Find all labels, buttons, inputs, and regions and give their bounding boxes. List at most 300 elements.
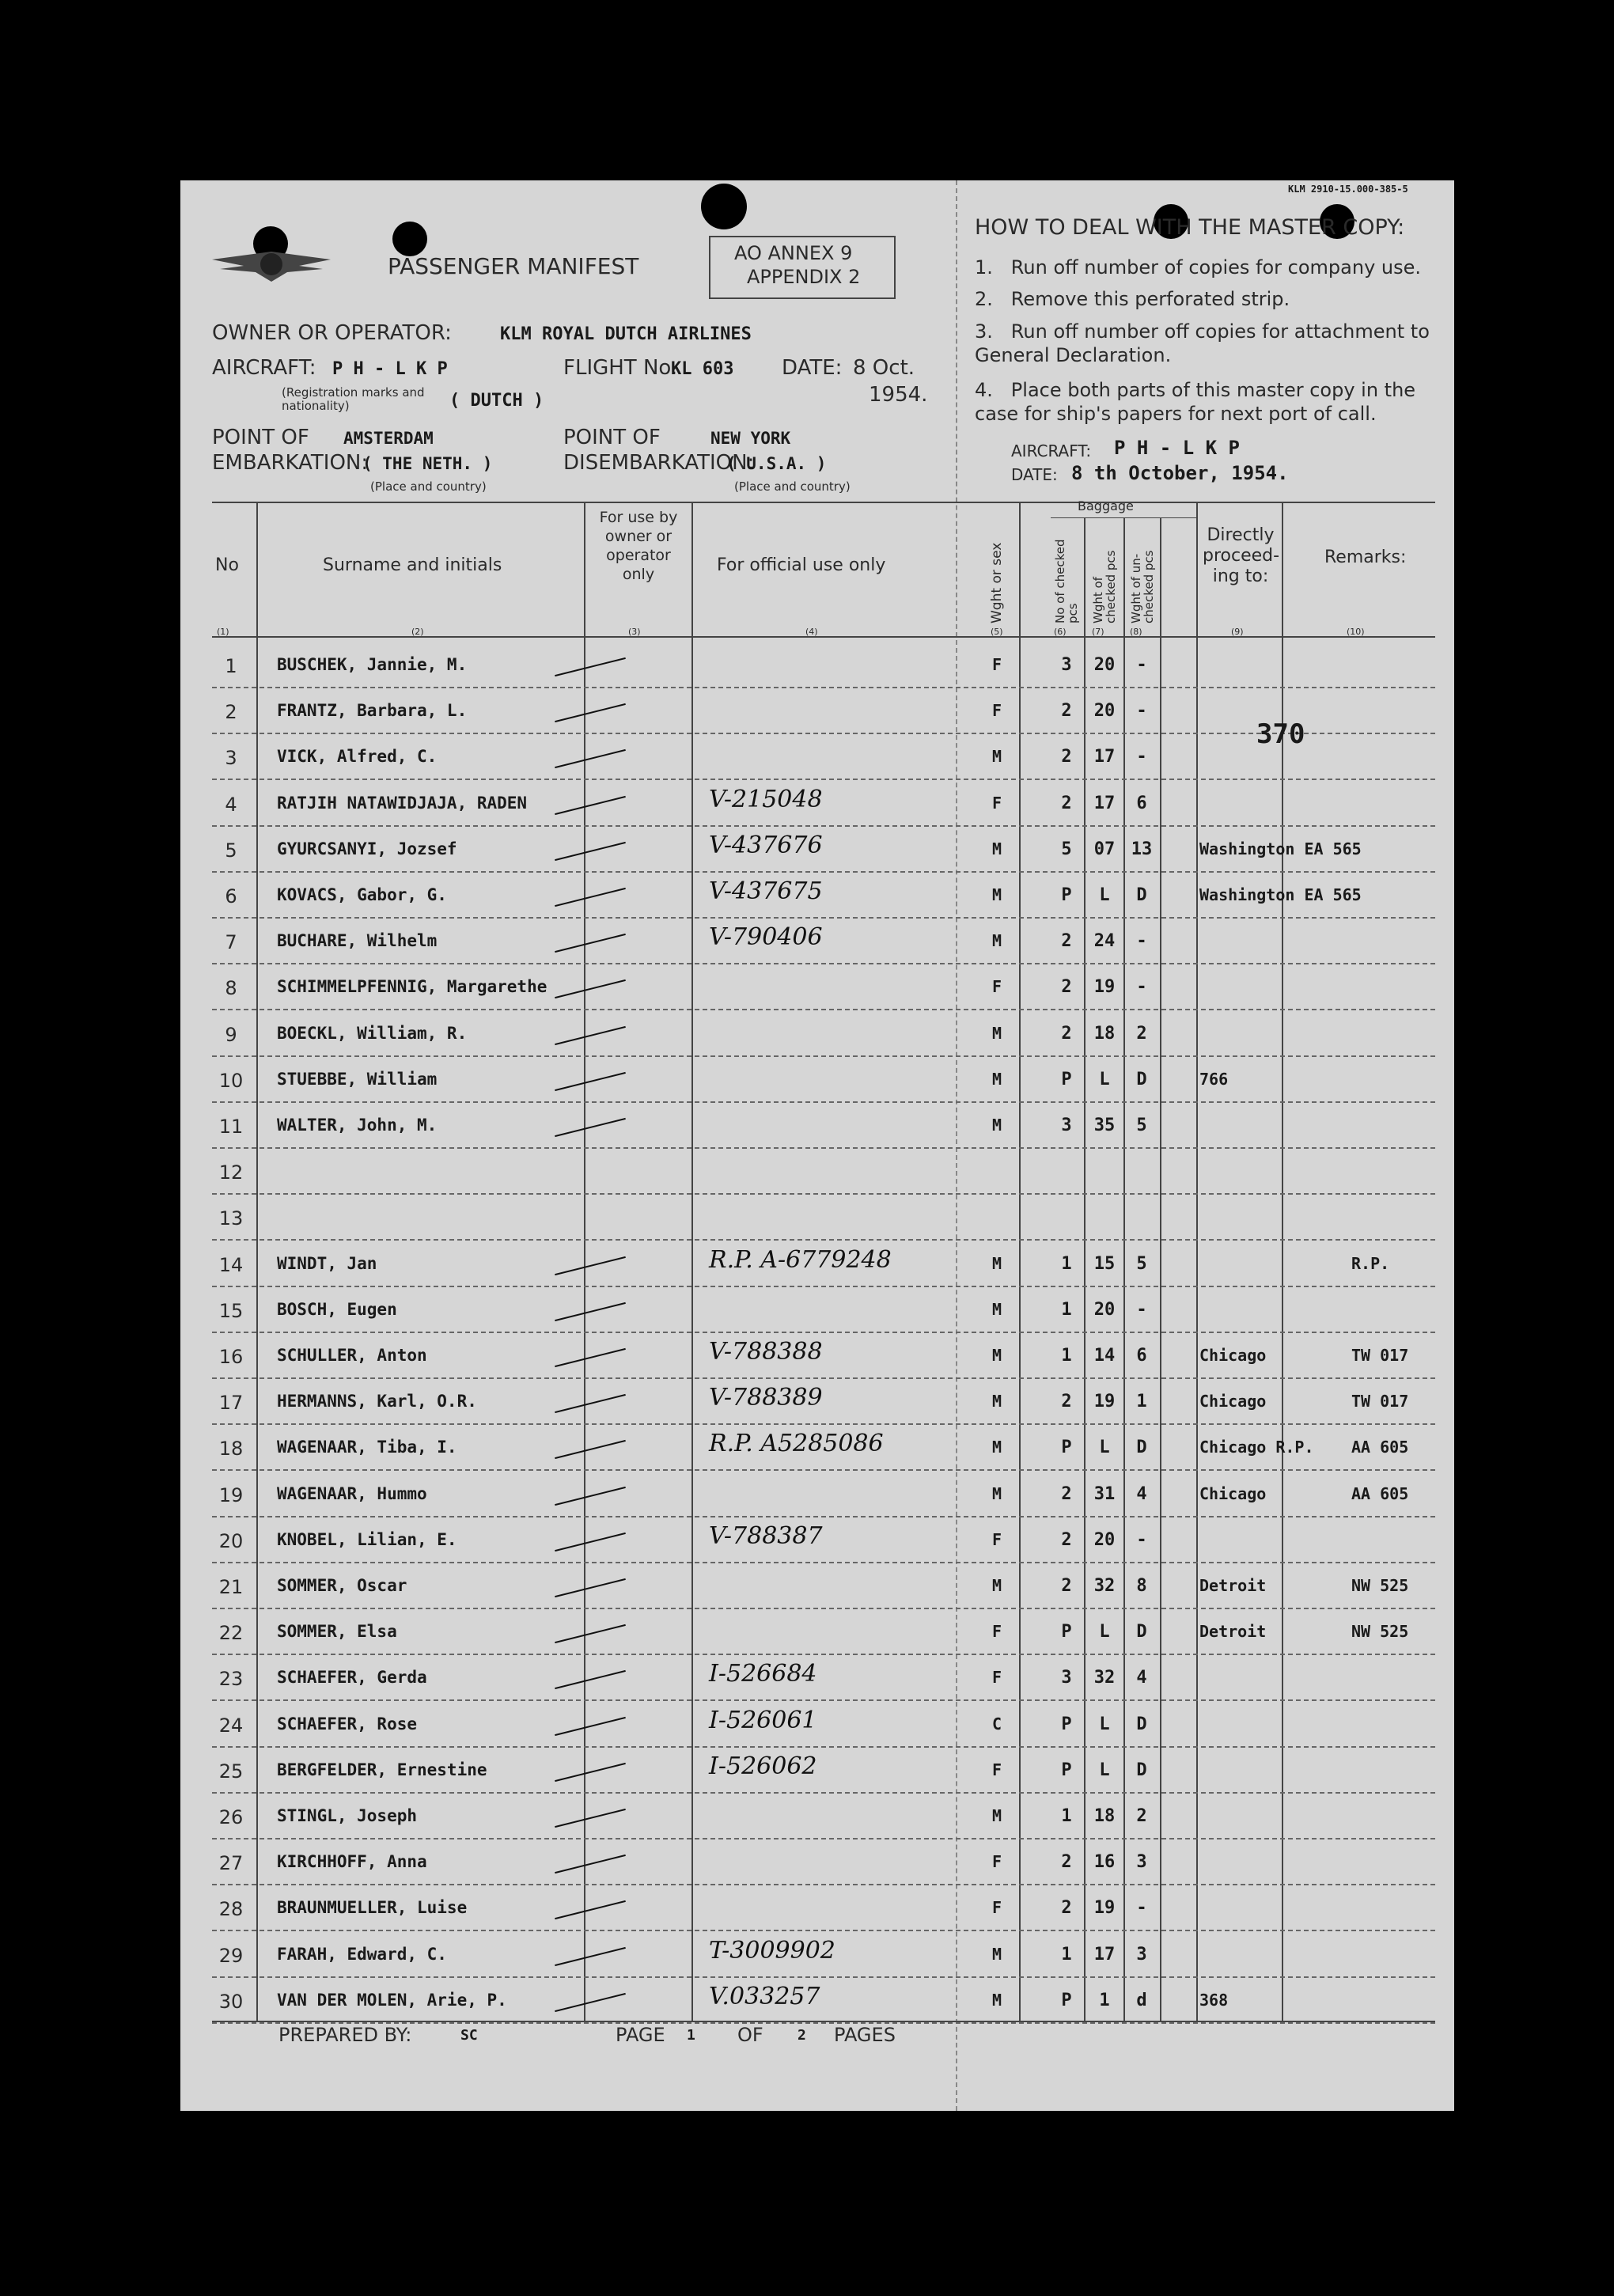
unchecked-weight: 13: [1131, 839, 1153, 859]
check-mark: [555, 1302, 626, 1321]
punch-hole: [701, 184, 747, 229]
checked-weight: L: [1099, 1760, 1110, 1780]
table-row: [180, 646, 1446, 690]
table-row: [180, 1245, 1446, 1289]
row-separator: [212, 1332, 1435, 1335]
row-number: 16: [218, 1346, 244, 1368]
table-row: [180, 1152, 1446, 1196]
row-separator: [212, 1239, 1435, 1242]
checked-pcs: 2: [1061, 1024, 1072, 1044]
sex-value: M: [991, 1392, 1002, 1411]
prepared-by-value: SC: [460, 2027, 478, 2044]
strip-aircraft-value: P H - L K P: [1114, 437, 1240, 459]
row-number: 26: [218, 1806, 244, 1828]
column-header-weight-checked: Wght of checked pcs: [1091, 550, 1118, 623]
check-mark: [555, 749, 626, 768]
unchecked-weight: 5: [1136, 1254, 1147, 1274]
page-title: PASSENGER MANIFEST: [388, 253, 639, 279]
destination: Washington EA 565: [1199, 885, 1362, 904]
check-mark: [555, 888, 626, 907]
passenger-name: STINGL, Joseph: [277, 1806, 418, 1825]
embarkation-sub-label: (Place and country): [370, 479, 487, 494]
checked-pcs: 2: [1061, 977, 1072, 997]
checked-pcs: 1: [1061, 1300, 1072, 1320]
unchecked-weight: D: [1136, 885, 1147, 905]
check-mark: [555, 1487, 626, 1506]
unchecked-weight: 2: [1136, 1806, 1147, 1826]
column-header-baggage: Baggage: [1078, 498, 1134, 513]
handwritten-370: 370: [1256, 718, 1305, 750]
sex-value: F: [991, 701, 1002, 720]
checked-pcs: P: [1061, 1760, 1072, 1780]
passenger-name: SCHULLER, Anton: [277, 1346, 427, 1365]
passenger-name: BERGFELDER, Ernestine: [277, 1760, 487, 1779]
checked-weight: 20: [1093, 1530, 1116, 1550]
checked-weight: 32: [1093, 1668, 1116, 1688]
unchecked-weight: D: [1136, 1714, 1147, 1734]
owner-label: OWNER OR OPERATOR:: [212, 321, 452, 345]
check-mark: [555, 1026, 626, 1045]
checked-weight: L: [1099, 1070, 1110, 1089]
remarks: NW 525: [1351, 1576, 1409, 1595]
check-mark: [555, 1763, 626, 1782]
page-value: 1: [687, 2027, 695, 2044]
sex-value: M: [991, 839, 1002, 858]
checked-weight: 17: [1093, 747, 1116, 767]
passenger-name: WAGENAAR, Hummo: [277, 1484, 427, 1503]
check-mark: [555, 934, 626, 953]
sex-value: M: [991, 1254, 1002, 1273]
destination: 368: [1199, 1991, 1229, 2010]
checked-weight: 15: [1093, 1254, 1116, 1274]
row-number: 19: [218, 1484, 244, 1506]
date-label: DATE:: [782, 356, 843, 380]
official-use-entry: V-788389: [709, 1384, 823, 1411]
baggage-rule: [1051, 517, 1196, 518]
row-number: 30: [218, 1991, 244, 2013]
row-separator: [212, 1147, 1435, 1150]
row-number: 24: [218, 1714, 244, 1737]
aircraft-nationality: ( DUTCH ): [449, 391, 544, 411]
checked-pcs: 2: [1061, 931, 1072, 951]
column-header-directly: Directly proceed-ing to:: [1203, 525, 1280, 586]
of-label: OF: [737, 2024, 763, 2046]
checked-pcs: 1: [1061, 1806, 1072, 1826]
row-number: 3: [225, 747, 237, 769]
disembarkation-label-2: DISEMBARKATION:: [563, 451, 755, 475]
passenger-name: SCHAEFER, Rose: [277, 1714, 418, 1733]
row-number: 7: [225, 931, 237, 953]
checked-pcs: 3: [1061, 1668, 1072, 1688]
instructions-title: HOW TO DEAL WITH THE MASTER COPY:: [975, 215, 1405, 240]
passenger-name: BUCHARE, Wilhelm: [277, 931, 438, 950]
check-mark: [555, 1670, 626, 1689]
column-header-no: No: [215, 555, 239, 575]
checked-weight: 17: [1093, 1945, 1116, 1964]
check-mark: [555, 1717, 626, 1736]
official-use-entry: V-437676: [709, 832, 823, 859]
check-mark: [555, 979, 626, 998]
checked-weight: 1: [1099, 1991, 1110, 2010]
sex-value: M: [991, 747, 1002, 766]
sex-value: M: [991, 1991, 1002, 2010]
icao-appendix-label: APPENDIX 2: [747, 266, 861, 288]
sex-value: M: [991, 1300, 1002, 1319]
column-header-official: For official use only: [717, 555, 886, 575]
unchecked-weight: -: [1136, 1898, 1147, 1918]
instruction-4-text: Place both parts of this master copy in the case for ship's papers for next port of call.: [975, 379, 1416, 425]
row-separator: [212, 1009, 1435, 1012]
table-row: [180, 784, 1446, 828]
row-separator: [212, 1930, 1435, 1933]
aircraft-sub-label: (Registration marks and nationality): [282, 385, 425, 413]
strip-date-label: DATE:: [1011, 465, 1058, 484]
sex-value: M: [991, 931, 1002, 950]
column-header-remarks: Remarks:: [1324, 547, 1407, 567]
instruction-1: 1. Run off number of copies for company use.: [975, 256, 1422, 278]
check-mark: [555, 1993, 626, 2012]
passenger-name: VAN DER MOLEN, Arie, P.: [277, 1991, 507, 2010]
unchecked-weight: -: [1136, 747, 1147, 767]
row-separator: [212, 1746, 1435, 1749]
unchecked-weight: 2: [1136, 1024, 1147, 1044]
row-number: 4: [225, 794, 237, 816]
checked-weight: 31: [1093, 1484, 1116, 1504]
row-number: 5: [225, 839, 237, 862]
checked-pcs: 2: [1061, 794, 1072, 813]
checked-weight: 14: [1093, 1346, 1116, 1366]
unchecked-weight: 1: [1136, 1392, 1147, 1411]
passenger-name: SCHIMMELPFENNIG, Margarethe: [277, 977, 547, 996]
sex-value: F: [991, 1898, 1002, 1917]
checked-weight: 19: [1093, 1392, 1116, 1411]
checked-weight: 35: [1093, 1116, 1116, 1135]
destination: 766: [1199, 1070, 1229, 1089]
passenger-name: GYURCSANYI, Jozsef: [277, 839, 457, 858]
passenger-name: KOVACS, Gabor, G.: [277, 885, 447, 904]
unchecked-weight: D: [1136, 1622, 1147, 1642]
column-index: (10): [1347, 627, 1365, 637]
row-number: 18: [218, 1438, 244, 1460]
row-separator: [212, 1516, 1435, 1519]
row-separator: [212, 963, 1435, 966]
check-mark: [555, 1624, 626, 1643]
unchecked-weight: -: [1136, 1300, 1147, 1320]
instruction-1-text: Run off number of copies for company use.: [1010, 256, 1422, 278]
destination: Detroit: [1199, 1622, 1267, 1641]
embarkation-label: POINT OF: [212, 426, 309, 449]
table-row: [180, 1521, 1446, 1565]
passenger-name: KNOBEL, Lilian, E.: [277, 1530, 457, 1549]
checked-weight: L: [1099, 885, 1110, 905]
checked-pcs: 2: [1061, 1898, 1072, 1918]
checked-pcs: 2: [1061, 701, 1072, 721]
column-index: (3): [628, 627, 641, 637]
row-separator: [212, 1838, 1435, 1841]
destination: Chicago: [1199, 1484, 1267, 1503]
unchecked-weight: -: [1136, 977, 1147, 997]
punch-hole: [392, 222, 427, 256]
passenger-name: FARAH, Edward, C.: [277, 1945, 447, 1964]
manifest-sheet: [180, 180, 1454, 2111]
checked-pcs: 2: [1061, 1852, 1072, 1872]
column-index: (2): [411, 627, 424, 637]
table-row: [180, 968, 1446, 1012]
sex-value: M: [991, 1945, 1002, 1964]
checked-weight: 18: [1093, 1024, 1116, 1044]
row-number: 15: [218, 1300, 244, 1322]
table-row: [180, 1382, 1446, 1426]
icao-annex-label: AO ANNEX 9: [734, 242, 853, 264]
remarks: TW 017: [1351, 1346, 1409, 1365]
unchecked-weight: D: [1136, 1760, 1147, 1780]
page-label: PAGE: [616, 2024, 665, 2046]
official-use-entry: T-3009902: [709, 1937, 835, 1964]
checked-weight: L: [1099, 1714, 1110, 1734]
checked-weight: 07: [1093, 839, 1116, 859]
row-separator: [212, 1792, 1435, 1795]
instruction-2-text: Remove this perforated strip.: [1010, 288, 1290, 310]
passenger-name: SOMMER, Elsa: [277, 1622, 397, 1641]
checked-pcs: 5: [1061, 839, 1072, 859]
sex-value: F: [991, 655, 1002, 674]
checked-weight: 24: [1093, 931, 1116, 951]
table-row: [180, 1336, 1446, 1381]
sex-value: M: [991, 1346, 1002, 1365]
embarkation-label-2: EMBARKATION:: [212, 451, 369, 475]
check-mark: [555, 1947, 626, 1966]
checked-pcs: 3: [1061, 1116, 1072, 1135]
table-row: [180, 1428, 1446, 1472]
row-separator: [212, 1423, 1435, 1426]
sex-value: F: [991, 1852, 1002, 1871]
checked-weight: 19: [1093, 1898, 1116, 1918]
destination: Washington EA 565: [1199, 839, 1362, 858]
passenger-name: WAGENAAR, Tiba, I.: [277, 1438, 457, 1457]
instruction-3: 3. Run off number off copies for attachment to General Declaration.: [975, 320, 1430, 366]
unchecked-weight: -: [1136, 931, 1147, 951]
unchecked-weight: 8: [1136, 1576, 1147, 1596]
official-use-entry: I-526062: [709, 1752, 817, 1780]
row-number: 11: [218, 1116, 244, 1138]
passenger-name: SOMMER, Oscar: [277, 1576, 407, 1595]
sex-value: M: [991, 885, 1002, 904]
row-number: 23: [218, 1668, 244, 1690]
row-separator: [212, 1562, 1435, 1565]
row-number: 29: [218, 1945, 244, 1967]
check-mark: [555, 1394, 626, 1413]
official-use-entry: R.P. A-6779248: [709, 1246, 892, 1274]
checked-pcs: 1: [1061, 1346, 1072, 1366]
passenger-name: STUEBBE, William: [277, 1070, 438, 1089]
row-separator: [212, 1055, 1435, 1059]
column-header-owner-use: For use by owner or operator only: [599, 509, 678, 583]
row-number: 13: [218, 1207, 244, 1229]
row-separator: [212, 733, 1435, 736]
official-use-entry: V-215048: [709, 786, 823, 813]
table-row: [180, 1658, 1446, 1703]
checked-weight: 20: [1093, 655, 1116, 675]
checked-weight: 18: [1093, 1806, 1116, 1826]
check-mark: [555, 1533, 626, 1552]
passenger-name: BUSCHEK, Jannie, M.: [277, 655, 468, 674]
sex-value: M: [991, 1070, 1002, 1089]
check-mark: [555, 657, 626, 676]
row-separator: [212, 779, 1435, 782]
row-number: 27: [218, 1852, 244, 1874]
checked-weight: 19: [1093, 977, 1116, 997]
table-row: [180, 1106, 1446, 1150]
sex-value: M: [991, 1576, 1002, 1595]
column-header-weight-sex: Wght or sex: [989, 542, 1005, 623]
row-separator: [212, 1884, 1435, 1887]
checked-pcs: P: [1061, 1714, 1072, 1734]
row-number: 21: [218, 1576, 244, 1598]
table-header-rule: [212, 636, 1435, 638]
table-row: [180, 876, 1446, 920]
check-mark: [555, 842, 626, 861]
row-separator: [212, 917, 1435, 920]
passenger-name: WINDT, Jan: [277, 1254, 377, 1273]
checked-weight: L: [1099, 1622, 1110, 1642]
check-mark: [555, 1118, 626, 1137]
column-index: (4): [805, 627, 818, 637]
sex-value: F: [991, 794, 1002, 813]
table-row: [180, 1567, 1446, 1611]
checked-weight: 20: [1093, 1300, 1116, 1320]
aircraft-value: P H - L K P: [332, 359, 448, 379]
check-mark: [555, 1578, 626, 1597]
check-mark: [555, 1855, 626, 1874]
check-mark: [555, 1440, 626, 1459]
row-number: 9: [225, 1024, 237, 1046]
row-separator: [212, 687, 1435, 690]
official-use-entry: V-437675: [709, 877, 823, 905]
table-row: [180, 1797, 1446, 1841]
table-row: [180, 1889, 1446, 1933]
strip-date-value: 8 th October, 1954.: [1071, 462, 1289, 484]
checked-pcs: 2: [1061, 747, 1072, 767]
column-header-weight-unchecked: Wght of un-checked pcs: [1129, 550, 1156, 623]
checked-pcs: P: [1061, 1991, 1072, 2010]
disembarkation-place: NEW YORK: [710, 429, 791, 448]
instruction-3-text: Run off number off copies for attachment to General Declaration.: [975, 320, 1430, 366]
checked-pcs: 2: [1061, 1576, 1072, 1596]
row-separator: [212, 1377, 1435, 1381]
remarks: AA 605: [1351, 1484, 1409, 1503]
checked-pcs: P: [1061, 1438, 1072, 1457]
table-row: [180, 922, 1446, 966]
unchecked-weight: 3: [1136, 1852, 1147, 1872]
sex-value: M: [991, 1438, 1002, 1457]
passenger-name: SCHAEFER, Gerda: [277, 1668, 427, 1687]
sex-value: M: [991, 1116, 1002, 1135]
sex-value: F: [991, 1668, 1002, 1687]
passenger-name: VICK, Alfred, C.: [277, 747, 438, 766]
embarkation-place: AMSTERDAM: [343, 429, 434, 448]
sex-value: F: [991, 1760, 1002, 1779]
of-value: 2: [798, 2027, 806, 2044]
destination: Chicago: [1199, 1346, 1267, 1365]
official-use-entry: I-526061: [709, 1707, 817, 1734]
unchecked-weight: 5: [1136, 1116, 1147, 1135]
remarks: AA 605: [1351, 1438, 1409, 1457]
column-index: (5): [991, 627, 1003, 637]
row-separator: [212, 1286, 1435, 1289]
table-row: [180, 1981, 1446, 2025]
column-header-checked-pcs: No of checked pcs: [1053, 539, 1080, 623]
embarkation-country: ( THE NETH. ): [362, 454, 493, 473]
pages-label: PAGES: [834, 2024, 896, 2046]
destination: Chicago R.P.: [1199, 1438, 1314, 1457]
passenger-name: BOECKL, William, R.: [277, 1024, 468, 1043]
passenger-name: WALTER, John, M.: [277, 1116, 438, 1135]
prepared-by-label: PREPARED BY:: [278, 2024, 412, 2046]
unchecked-weight: D: [1136, 1070, 1147, 1089]
column-index: (1): [217, 627, 229, 637]
passenger-name: KIRCHHOFF, Anna: [277, 1852, 427, 1871]
instruction-2: 2. Remove this perforated strip.: [975, 288, 1290, 310]
row-separator: [212, 1976, 1435, 1980]
sex-value: C: [991, 1714, 1002, 1733]
official-use-entry: V.033257: [709, 1983, 820, 2010]
aircraft-label: AIRCRAFT:: [212, 356, 316, 380]
checked-weight: L: [1099, 1438, 1110, 1457]
row-number: 20: [218, 1530, 244, 1552]
check-mark: [555, 1809, 626, 1828]
passenger-name: BOSCH, Eugen: [277, 1300, 397, 1319]
checked-weight: 17: [1093, 794, 1116, 813]
table-row: [180, 1843, 1446, 1887]
row-separator: [212, 1101, 1435, 1104]
check-mark: [555, 1072, 626, 1091]
owner-value: KLM ROYAL DUTCH AIRLINES: [500, 324, 752, 344]
sex-value: F: [991, 1530, 1002, 1549]
row-number: 12: [218, 1161, 244, 1184]
checked-pcs: 3: [1061, 655, 1072, 675]
table-row: [180, 1935, 1446, 1980]
row-number: 10: [218, 1070, 244, 1092]
table-top-rule: [212, 502, 1435, 503]
checked-pcs: 2: [1061, 1530, 1072, 1550]
sex-value: M: [991, 1484, 1002, 1503]
row-number: 6: [225, 885, 237, 907]
column-index: (9): [1231, 627, 1244, 637]
checked-weight: 16: [1093, 1852, 1116, 1872]
table-row: [180, 1612, 1446, 1657]
sex-value: M: [991, 1024, 1002, 1043]
checked-pcs: 1: [1061, 1945, 1072, 1964]
row-separator: [212, 1654, 1435, 1657]
table-row: [180, 830, 1446, 874]
official-use-entry: R.P. A5285086: [709, 1430, 884, 1457]
unchecked-weight: 4: [1136, 1484, 1147, 1504]
row-separator: [212, 1193, 1435, 1196]
remarks: NW 525: [1351, 1622, 1409, 1641]
row-number: 14: [218, 1254, 244, 1276]
checked-pcs: P: [1061, 1622, 1072, 1642]
strip-aircraft-label: AIRCRAFT:: [1011, 441, 1092, 460]
table-row: [180, 1060, 1446, 1104]
unchecked-weight: 4: [1136, 1668, 1147, 1688]
checked-pcs: P: [1061, 1070, 1072, 1089]
passenger-name: FRANTZ, Barbara, L.: [277, 701, 468, 720]
flight-value: KL 603: [671, 359, 734, 379]
table-row: [180, 1290, 1446, 1335]
row-separator: [212, 871, 1435, 874]
date-value: 8 Oct.: [853, 356, 915, 380]
disembarkation-sub-label: (Place and country): [734, 479, 851, 494]
